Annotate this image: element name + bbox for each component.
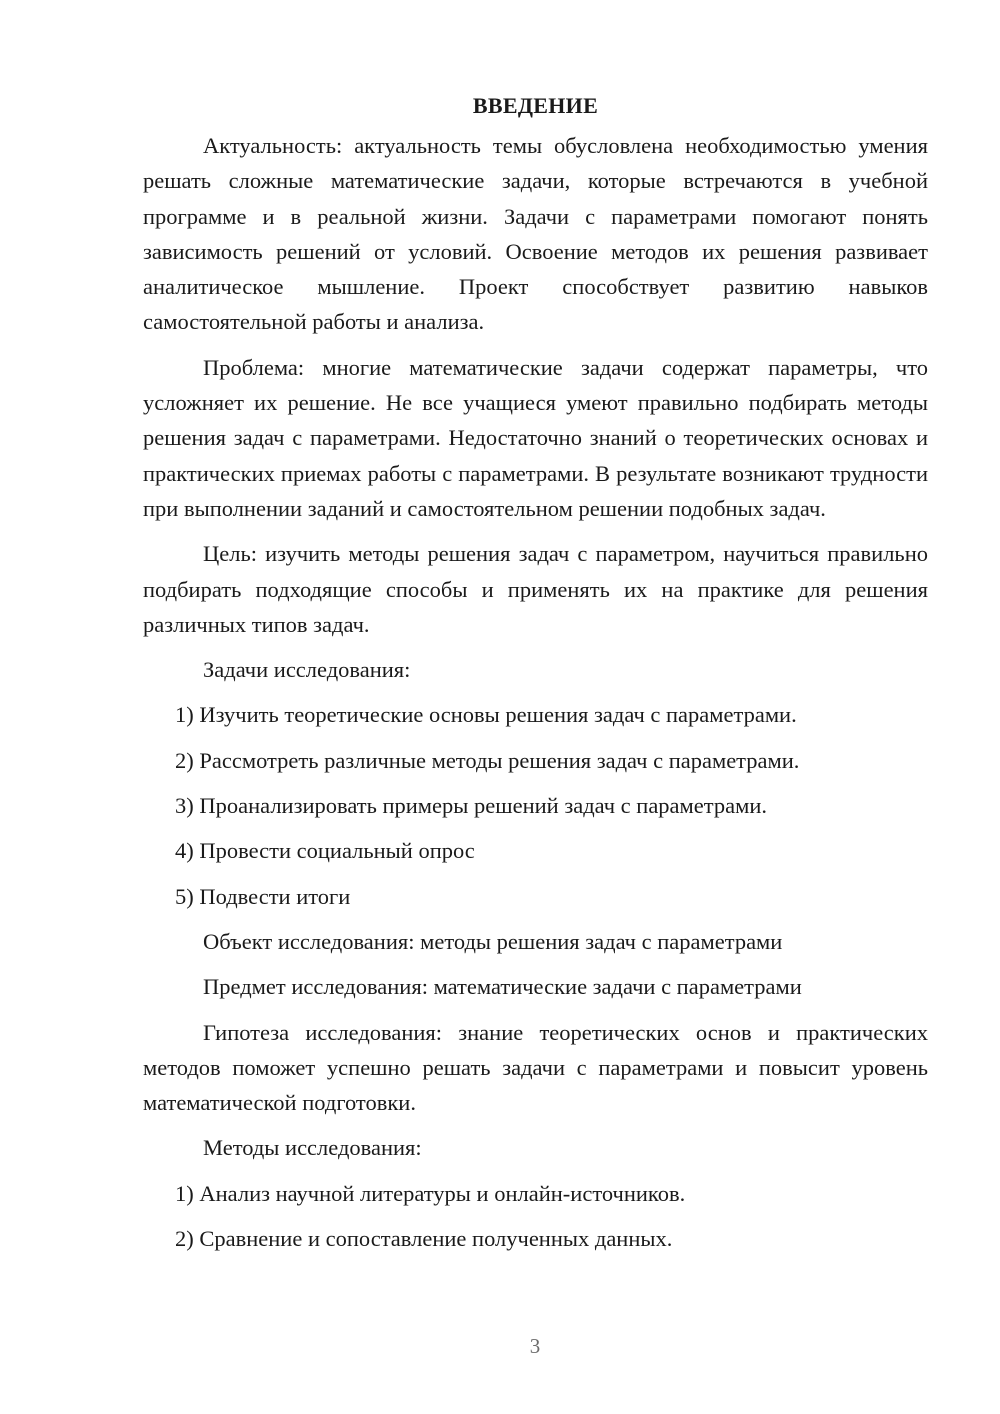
method-item: 2) Сравнение и сопоставление полученных данных.	[175, 1226, 673, 1252]
task-item: 4) Провести социальный опрос	[175, 838, 475, 864]
page-number: 3	[529, 1334, 541, 1358]
hypothesis-paragraph: Гипотеза исследования: знание теоретических основ и практических методов поможет успешно решать задачи с параметрами и повысит уровень математической подготовки.	[143, 1019, 928, 1116]
problem-paragraph: Проблема: многие математические задачи содержат параметры, что усложняет их решение. Не все учащиеся умеют правильно подбирать методы решения задач с параметрами. Недостаточно знаний о теоретических основах и практических приемах работы с параметрами. В результате возникают трудности при выполнении заданий и самостоятельном решении подобных задач.	[143, 354, 928, 521]
tasks-heading: Задачи исследования:	[203, 657, 411, 683]
research-object: Объект исследования: методы решения задач с параметрами	[203, 928, 783, 954]
task-item: 3) Проанализировать примеры решений задач с параметрами.	[175, 793, 768, 819]
document-page	[143, 92, 928, 1266]
research-subject: Предмет исследования: математические задачи с параметрами	[203, 974, 802, 1000]
task-item: 1) Изучить теоретические основы решения задач с параметрами.	[175, 702, 797, 728]
methods-heading: Методы исследования:	[203, 1135, 422, 1161]
task-item: 5) Подвести итоги	[175, 883, 351, 909]
page-title: ВВЕДЕНИЕ	[472, 93, 599, 118]
relevance-paragraph: Актуальность: актуальность темы обусловлена необходимостью умения решать сложные математические задачи, которые встречаются в учебной программе и в реальной жизни. Задачи с параметрами помогают понять зависимость решений от условий. Освоение методов их решения развивает аналитическое мышление. Проект способствует развитию навыков самостоятельной работы и анализа.	[143, 133, 928, 335]
goal-paragraph: Цель: изучить методы решения задач с параметром, научиться правильно подбирать подходящие способы и применять их на практике для решения различных типов задач.	[143, 541, 928, 637]
method-item: 1) Анализ научной литературы и онлайн-источников.	[175, 1180, 686, 1206]
task-item: 2) Рассмотреть различные методы решения задач с параметрами.	[175, 747, 800, 773]
